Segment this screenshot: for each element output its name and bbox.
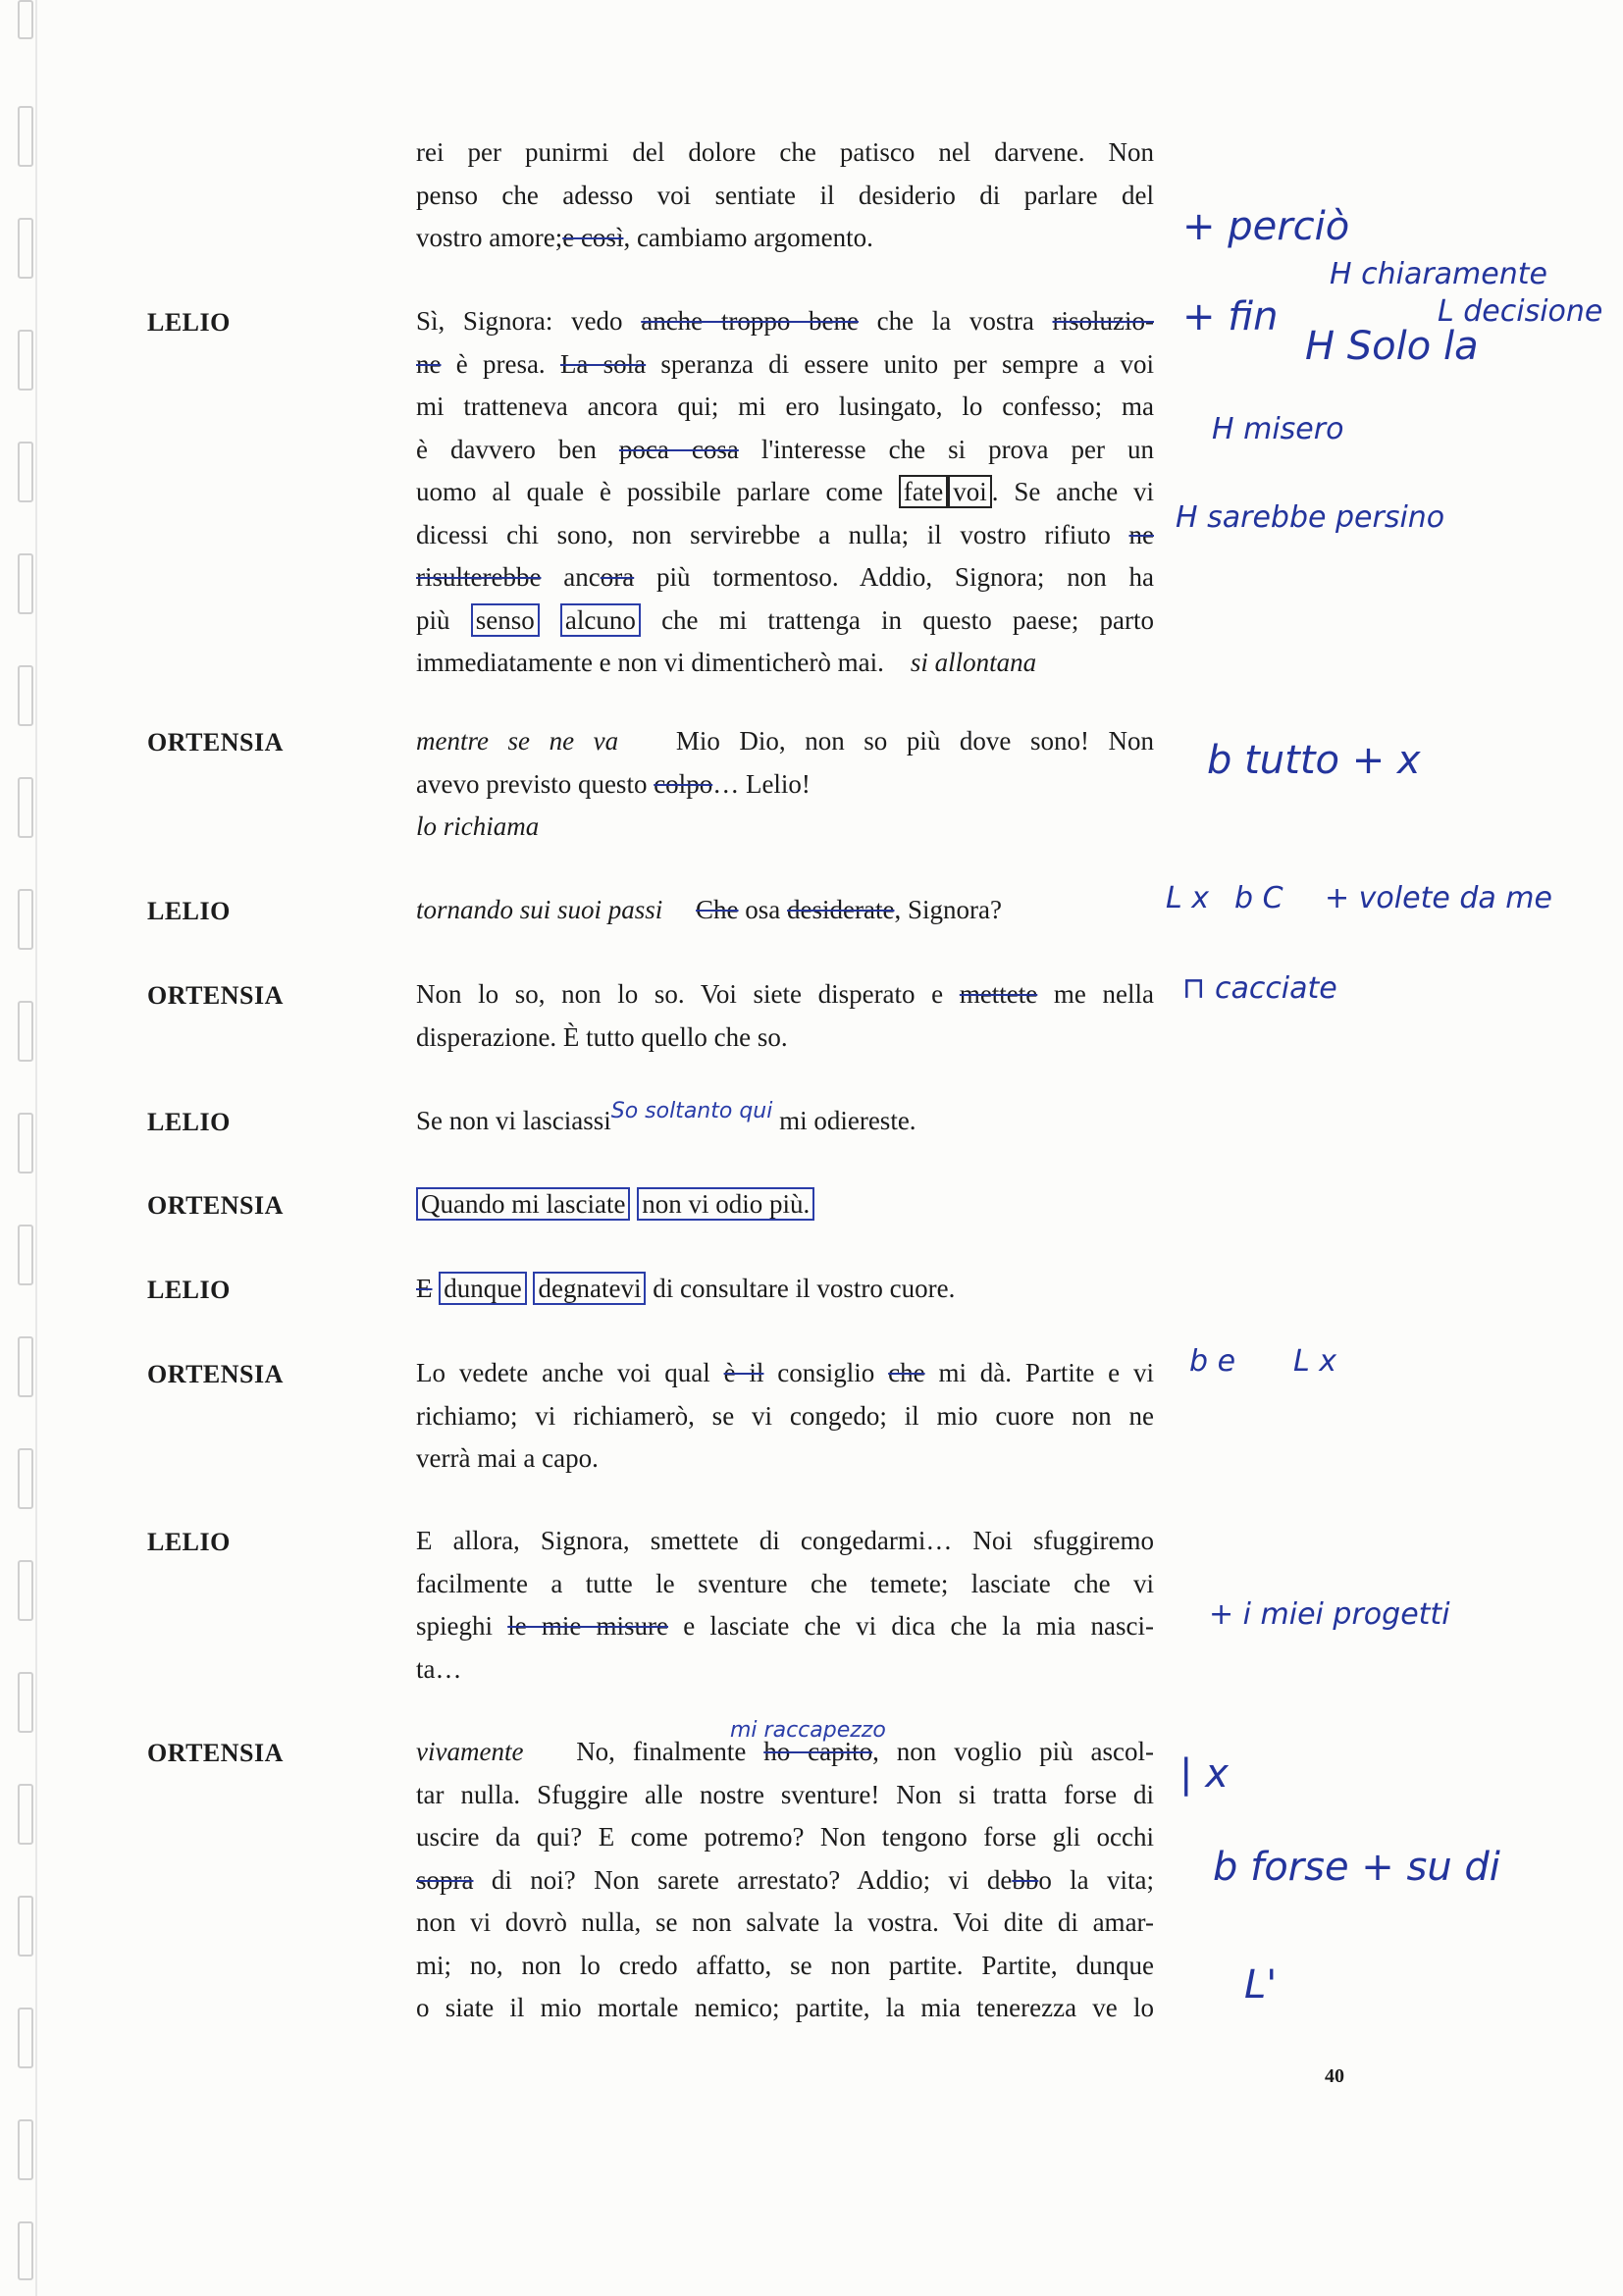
margin-note: L x xyxy=(1166,881,1210,915)
text-line: Se non vi lasciassi$^{So soltanto qui}$ mi odiereste. xyxy=(416,1099,916,1135)
margin-note: | x xyxy=(1179,1751,1229,1797)
text-line: uomo al quale è possibile parlare come fate voi . Se anche vi xyxy=(416,477,1155,506)
margin-note: + perciò xyxy=(1182,204,1350,249)
speaker-name: ORTENSIA xyxy=(147,1739,284,1767)
text-line: penso che adesso voi sentiate il desiderio di parlare del xyxy=(416,180,1154,210)
stage-direction: lo richiama xyxy=(416,811,540,841)
binding-hole xyxy=(18,1672,33,1733)
dialogue-text xyxy=(416,720,1154,849)
text-line: ta… xyxy=(416,1653,462,1684)
binding-hole xyxy=(18,1336,33,1397)
text-line: verrà mai a capo. xyxy=(416,1443,599,1473)
margin-note: + i miei progetti xyxy=(1209,1597,1450,1632)
binding-hole xyxy=(18,1560,33,1621)
text-line: sopra di noi? Non sarete arrestato? Addio; vi debbo la vita; xyxy=(416,1864,1155,1895)
speaker-name: LELIO xyxy=(147,308,231,337)
margin-note: H misero xyxy=(1212,412,1344,446)
binding-hole xyxy=(18,777,33,838)
margin-note: b forse + su di xyxy=(1213,1845,1500,1890)
text-line: richiamo; vi richiamerò, se vi congedo; il mio cuore non ne xyxy=(416,1400,1154,1431)
page-number: 40 xyxy=(1325,2065,1344,2087)
text-line: risulterebbe ancora più tormentoso. Addio, Signora; non ha xyxy=(416,562,1155,592)
text-line: immediatamente e non vi dimenticherò mai. si allontana xyxy=(416,648,1037,677)
text-line: E dunque degnatevi di consultare il vostro cuore. xyxy=(416,1274,956,1303)
binding-hole xyxy=(18,330,33,391)
margin-note: L' xyxy=(1244,1962,1278,2008)
text-line: avevo previsto questo colpo… Lelio! xyxy=(416,768,811,799)
text-line: rei per punirmi del dolore che patisco nel darvene. Non xyxy=(416,137,1154,167)
margin-note: + volete da me xyxy=(1325,881,1552,915)
text-line: o siate il mio mortale nemico; partite, la mia tenerezza ve lo xyxy=(416,1993,1154,2022)
margin-note: H sarebbe persino xyxy=(1176,500,1445,535)
text-line: Non lo so, non lo so. Voi siete disperato e mettete me nella xyxy=(416,979,1155,1009)
dialogue-text xyxy=(416,1352,1154,1481)
margin-note: b C xyxy=(1234,881,1283,915)
speaker-name: LELIO xyxy=(147,1108,231,1136)
margin-note: b e xyxy=(1189,1344,1236,1379)
margin-note: + fin xyxy=(1182,294,1279,339)
binding-hole xyxy=(18,1896,33,1957)
margin-note: b tutto + x xyxy=(1207,738,1421,783)
binding-hole xyxy=(18,1113,33,1174)
speaker-name: ORTENSIA xyxy=(147,1360,284,1388)
binding-holes xyxy=(18,0,47,2296)
dialogue-text xyxy=(416,131,1154,260)
margin-note: H chiaramente xyxy=(1330,257,1547,291)
binding-hole xyxy=(18,1001,33,1062)
text-line: ne è presa. La sola speranza di essere unito per sempre a voi xyxy=(416,348,1154,379)
text-line: mentre se ne va Mio Dio, non so più dove sono! Non xyxy=(416,726,1154,756)
speaker-name: ORTENSIA xyxy=(147,1191,284,1220)
binding-hole xyxy=(18,442,33,502)
text-line: mi; no, non lo credo affatto, se non partite. Partite, dunque xyxy=(416,1950,1154,1980)
text-line: Quando mi lasciate non vi odio più. xyxy=(416,1183,1154,1226)
dialogue-text xyxy=(416,1520,1154,1691)
page-edge xyxy=(35,0,37,2296)
text-line: dicessi chi sono, non servirebbe a nulla; il vostro rifiuto ne xyxy=(416,519,1154,549)
text-line: facilmente a tutte le sventure che temete; lasciate che vi xyxy=(416,1568,1154,1598)
binding-hole xyxy=(18,2008,33,2068)
dialogue-text xyxy=(416,1100,1154,1145)
binding-hole xyxy=(18,553,33,614)
text-line: mi tratteneva ancora qui; mi ero lusingato, lo confesso; ma xyxy=(416,391,1154,421)
speaker-name: LELIO xyxy=(147,897,231,925)
speaker-name: LELIO xyxy=(147,1528,231,1556)
text-line: E allora, Signora, smettete di congedarmi… Noi sfuggiremo xyxy=(416,1526,1154,1555)
margin-note: H Solo la xyxy=(1305,324,1479,369)
text-line: uscire da qui? E come potremo? Non tengono forse gli occhi xyxy=(416,1822,1154,1852)
dialogue-text xyxy=(416,889,1154,932)
binding-hole xyxy=(18,2119,33,2180)
binding-hole xyxy=(18,889,33,950)
margin-note: L x xyxy=(1293,1344,1337,1379)
text-line: Sì, Signora: vedo anche troppo bene che la vostra risoluzio- xyxy=(416,306,1154,336)
binding-hole xyxy=(18,106,33,167)
text-line: tar nulla. Sfuggire alle nostre sventure! Non si tratta forse di xyxy=(416,1779,1154,1809)
margin-note: L decisione xyxy=(1438,294,1603,329)
binding-hole xyxy=(18,2221,33,2280)
dialogue-text xyxy=(416,1268,1154,1311)
text-line: vostro amore;e così, cambiamo argomento. xyxy=(416,223,873,252)
binding-hole xyxy=(18,1784,33,1845)
dialogue-text xyxy=(416,1183,1154,1226)
dialogue-text xyxy=(416,973,1154,1059)
margin-note: ⊓ cacciate xyxy=(1182,971,1337,1006)
text-line: Lo vedete anche voi qual è il consiglio che mi dà. Partite e vi xyxy=(416,1358,1155,1387)
text-line: vivamente No, finalmente ho capito, non voglio più ascol- mi raccapezzo xyxy=(416,1718,1155,1766)
binding-hole xyxy=(18,1225,33,1285)
binding-hole xyxy=(18,665,33,726)
binding-hole xyxy=(18,1448,33,1509)
speaker-name: LELIO xyxy=(147,1276,231,1304)
text-line: tornando sui suoi passi Che osa desiderate, Signora? xyxy=(416,895,1002,924)
dialogue-text xyxy=(416,1718,1155,2030)
text-line: disperazione. È tutto quello che so. xyxy=(416,1021,788,1052)
speaker-name: ORTENSIA xyxy=(147,981,284,1010)
text-line: è davvero ben poca cosa l'interesse che si prova per un xyxy=(416,434,1154,464)
speaker-name: ORTENSIA xyxy=(147,728,284,757)
text-line: non vi dovrò nulla, se non salvate la vostra. Voi dite di amar- xyxy=(416,1907,1154,1937)
binding-hole xyxy=(18,0,33,39)
binding-hole xyxy=(18,218,33,279)
dialogue-text xyxy=(416,300,1154,685)
text-line: spieghi le mie misure e lasciate che vi dica che la mia nasci- xyxy=(416,1611,1154,1641)
text-line: più senso alcuno che mi trattenga in questo paese; parto xyxy=(416,604,1155,635)
